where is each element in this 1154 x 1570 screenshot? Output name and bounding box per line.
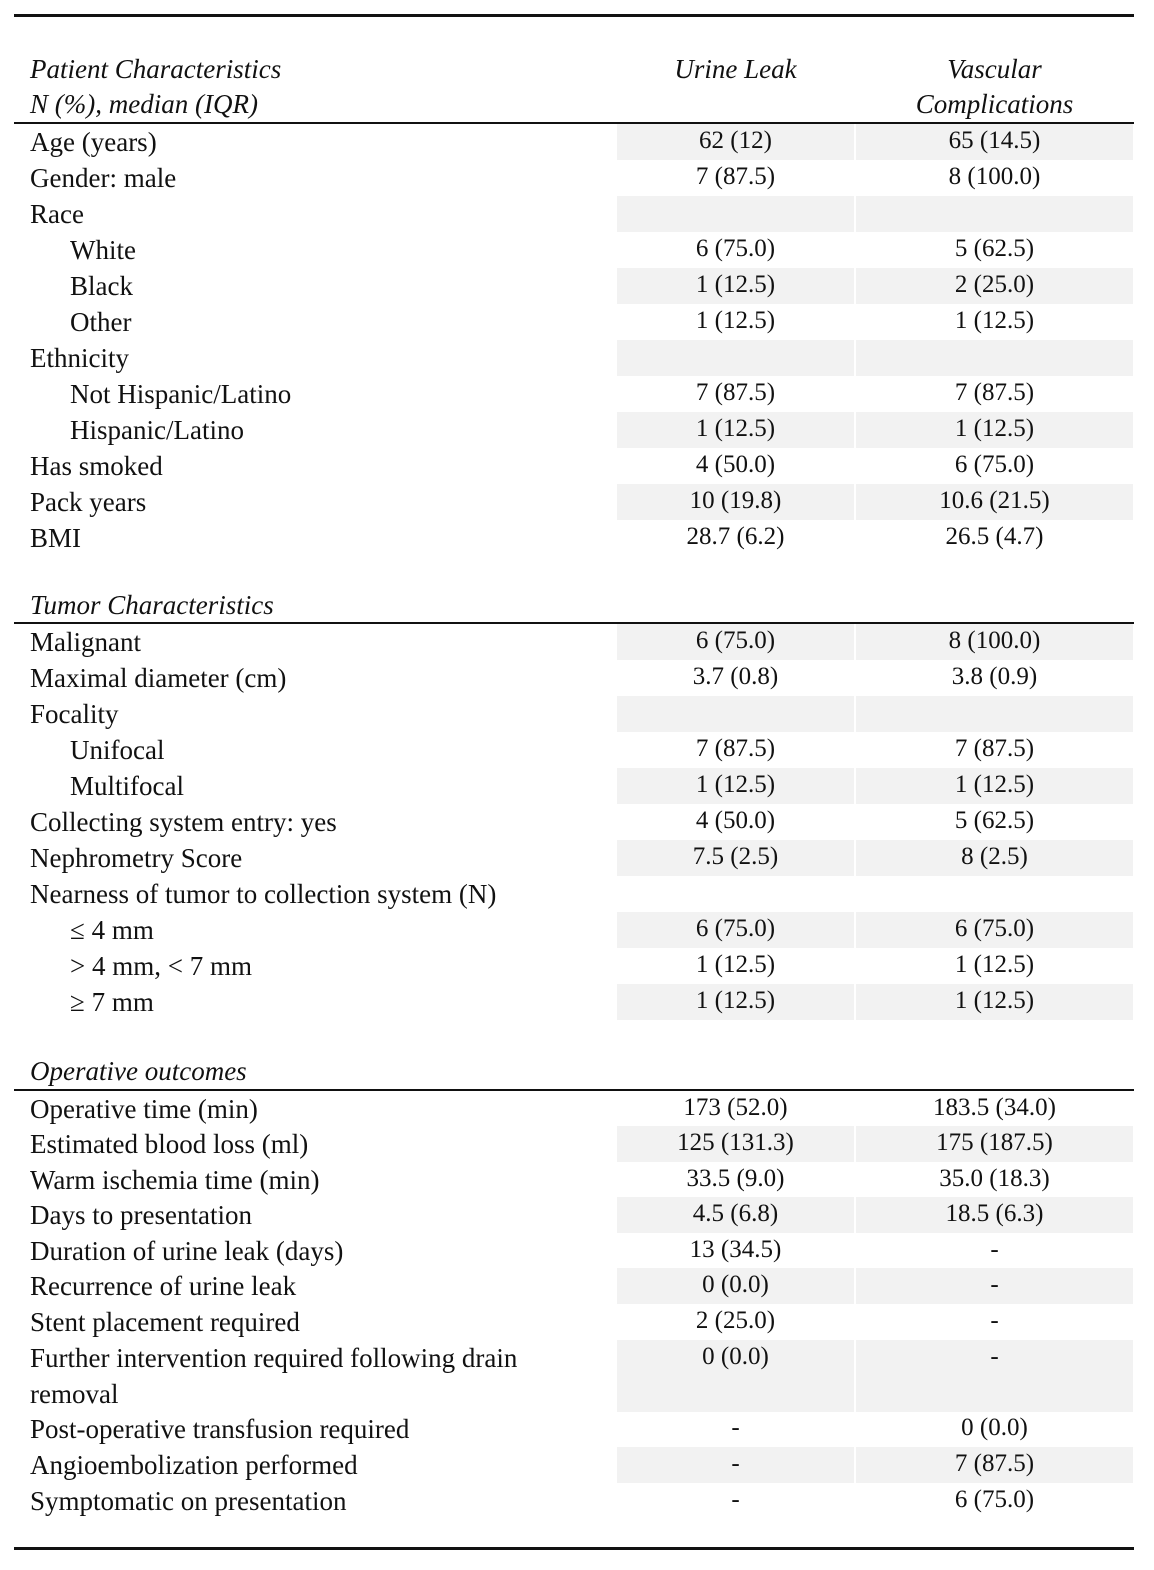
urine-leak-value: 1 (12.5) [617,412,854,448]
vascular-value: 8 (100.0) [948,163,1041,190]
vascular-value: - [990,1307,999,1334]
vascular-value [856,196,1133,232]
vascular-value: 26.5 (4.7) [945,523,1044,550]
vascular-value: 65 (14.5) [856,124,1133,160]
row-label: Pack years [30,487,147,517]
top-rule [14,14,1134,17]
row-label: Warm ischemia time (min) [30,1165,320,1195]
row-label: Angioembolization performed [30,1450,358,1480]
table-row [14,1233,1134,1269]
header-vascular-line1: Vascular [947,54,1042,84]
row-label: > 4 mm, < 7 mm [70,951,252,981]
vascular-value: 1 (12.5) [856,768,1133,804]
vascular-value [856,340,1133,376]
vascular-value: 6 (75.0) [856,912,1133,948]
urine-leak-value: 125 (131.3) [617,1126,854,1162]
urine-leak-value [617,196,854,232]
table-row [14,1411,1134,1447]
urine-leak-value [617,340,854,376]
section-title-tumor: Tumor Characteristics [30,590,274,620]
table-row [14,804,1134,840]
section-title-operative: Operative outcomes [30,1056,247,1086]
table-row [14,1197,1134,1233]
table-row [14,984,1134,1020]
urine-leak-value: 4 (50.0) [695,807,776,834]
row-label: Further intervention required following drain removal [30,1343,518,1409]
row-label: Nearness of tumor to collection system (N) [30,879,497,909]
urine-leak-value: 2 (25.0) [695,1307,776,1334]
table-row [14,268,1134,304]
urine-leak-value [617,696,854,732]
table-row [14,660,1134,696]
table-row [14,340,1134,376]
row-label: ≤ 4 mm [70,915,154,945]
row-label: Stent placement required [30,1307,300,1337]
row-label: Not Hispanic/Latino [70,379,292,409]
urine-leak-value [617,876,854,912]
table-row [14,196,1134,232]
row-label: Recurrence of urine leak [30,1271,297,1301]
row-label: Age (years) [30,127,157,157]
urine-leak-value: 28.7 (6.2) [686,523,785,550]
table-row [14,696,1134,732]
row-label: ≥ 7 mm [70,987,154,1017]
vascular-value: 1 (12.5) [856,984,1133,1020]
urine-leak-value: 33.5 (9.0) [686,1165,785,1192]
vascular-value: 1 (12.5) [856,412,1133,448]
urine-leak-value: 1 (12.5) [617,984,854,1020]
urine-leak-value: 1 (12.5) [695,951,776,978]
row-label: White [70,235,136,265]
urine-leak-value: 6 (75.0) [617,624,854,660]
table-row [14,520,1134,556]
urine-leak-value: 7.5 (2.5) [617,840,854,876]
vascular-value: - [856,1340,1133,1412]
urine-leak-value: 62 (12) [617,124,854,160]
urine-leak-value: 13 (34.5) [689,1236,782,1263]
header-urine-leak: Urine Leak [674,54,797,84]
table-row [14,160,1134,196]
row-label: Nephrometry Score [30,843,243,873]
urine-leak-value: 3.7 (0.8) [692,663,779,690]
urine-leak-value: - [731,1414,740,1441]
vascular-value: 183.5 (34.0) [933,1094,1056,1121]
vascular-value: - [990,1236,999,1263]
row-label: BMI [30,523,82,553]
row-label: Multifocal [70,771,184,801]
vascular-value: 18.5 (6.3) [856,1197,1133,1233]
row-label: Symptomatic on presentation [30,1486,347,1516]
vascular-value: 5 (62.5) [954,235,1035,262]
table-row [14,1091,1134,1127]
urine-leak-value: 7 (87.5) [695,163,776,190]
header-vascular-line2: Complications [915,89,1074,119]
table-row [14,1304,1134,1340]
vascular-value [856,696,1133,732]
row-label: Black [70,271,133,301]
header-stats-note: N (%), median (IQR) [30,89,258,119]
vascular-value: 8 (2.5) [856,840,1133,876]
vascular-value: 3.8 (0.9) [951,663,1038,690]
table-row [14,412,1134,448]
vascular-value: 1 (12.5) [954,307,1035,334]
row-label: Operative time (min) [30,1094,258,1124]
urine-leak-value: 4 (50.0) [695,451,776,478]
vascular-value: 7 (87.5) [954,379,1035,406]
row-label: Race [30,199,84,229]
urine-leak-value: - [731,1486,740,1513]
table-row [14,376,1134,412]
urine-leak-value: 4.5 (6.8) [617,1197,854,1233]
vascular-value: 1 (12.5) [954,951,1035,978]
row-label: Gender: male [30,163,177,193]
bottom-rule [14,1547,1134,1550]
urine-leak-value: 7 (87.5) [695,735,776,762]
row-label: Malignant [30,627,141,657]
table-row [14,840,1134,876]
urine-leak-value: 10 (19.8) [617,484,854,520]
row-label: Estimated blood loss (ml) [30,1129,309,1159]
vascular-value [856,876,1133,912]
vascular-value: 35.0 (18.3) [939,1165,1050,1192]
row-label: Duration of urine leak (days) [30,1236,344,1266]
vascular-value: - [856,1268,1133,1304]
table-row [14,1447,1134,1483]
vascular-value: 2 (25.0) [856,268,1133,304]
row-label: Other [70,307,132,337]
table-row [14,1126,1134,1162]
vascular-value: 0 (0.0) [961,1414,1028,1441]
table-row [14,448,1134,484]
table-row [14,124,1134,160]
urine-leak-value: 1 (12.5) [617,268,854,304]
row-label: Ethnicity [30,343,129,373]
row-label: Unifocal [70,735,165,765]
table-row [14,912,1134,948]
vascular-value: 6 (75.0) [954,451,1035,478]
table-row [14,232,1134,268]
table-row [14,732,1134,768]
urine-leak-value: 1 (12.5) [617,768,854,804]
table-row [14,1483,1134,1519]
urine-leak-value: 1 (12.5) [695,307,776,334]
table-row [14,876,1134,912]
row-label: Hispanic/Latino [70,415,244,445]
table-row [14,484,1134,520]
vascular-value: 7 (87.5) [954,735,1035,762]
row-label: Maximal diameter (cm) [30,663,287,693]
table-row [14,768,1134,804]
urine-leak-value: 0 (0.0) [617,1340,854,1412]
row-label: Days to presentation [30,1200,252,1230]
vascular-value: 8 (100.0) [856,624,1133,660]
vascular-value: 7 (87.5) [856,1447,1133,1483]
urine-leak-value: 173 (52.0) [683,1094,788,1121]
row-label: Focality [30,699,119,729]
table-row [14,624,1134,660]
vascular-value: 5 (62.5) [954,807,1035,834]
header-patient-characteristics: Patient Characteristics [30,54,282,84]
row-label: Post-operative transfusion required [30,1414,410,1444]
urine-leak-value: 0 (0.0) [617,1268,854,1304]
vascular-value: 6 (75.0) [954,1486,1035,1513]
urine-leak-value: 6 (75.0) [617,912,854,948]
table-row [14,304,1134,340]
urine-leak-value: 6 (75.0) [695,235,776,262]
row-label: Has smoked [30,451,163,481]
table-row [14,1268,1134,1304]
vascular-value: 175 (187.5) [856,1126,1133,1162]
table-row [14,948,1134,984]
vascular-value: 10.6 (21.5) [856,484,1133,520]
table-row [14,1340,1134,1412]
urine-leak-value: 7 (87.5) [695,379,776,406]
row-label: Collecting system entry: yes [30,807,337,837]
table-row [14,1162,1134,1198]
urine-leak-value: - [617,1447,854,1483]
